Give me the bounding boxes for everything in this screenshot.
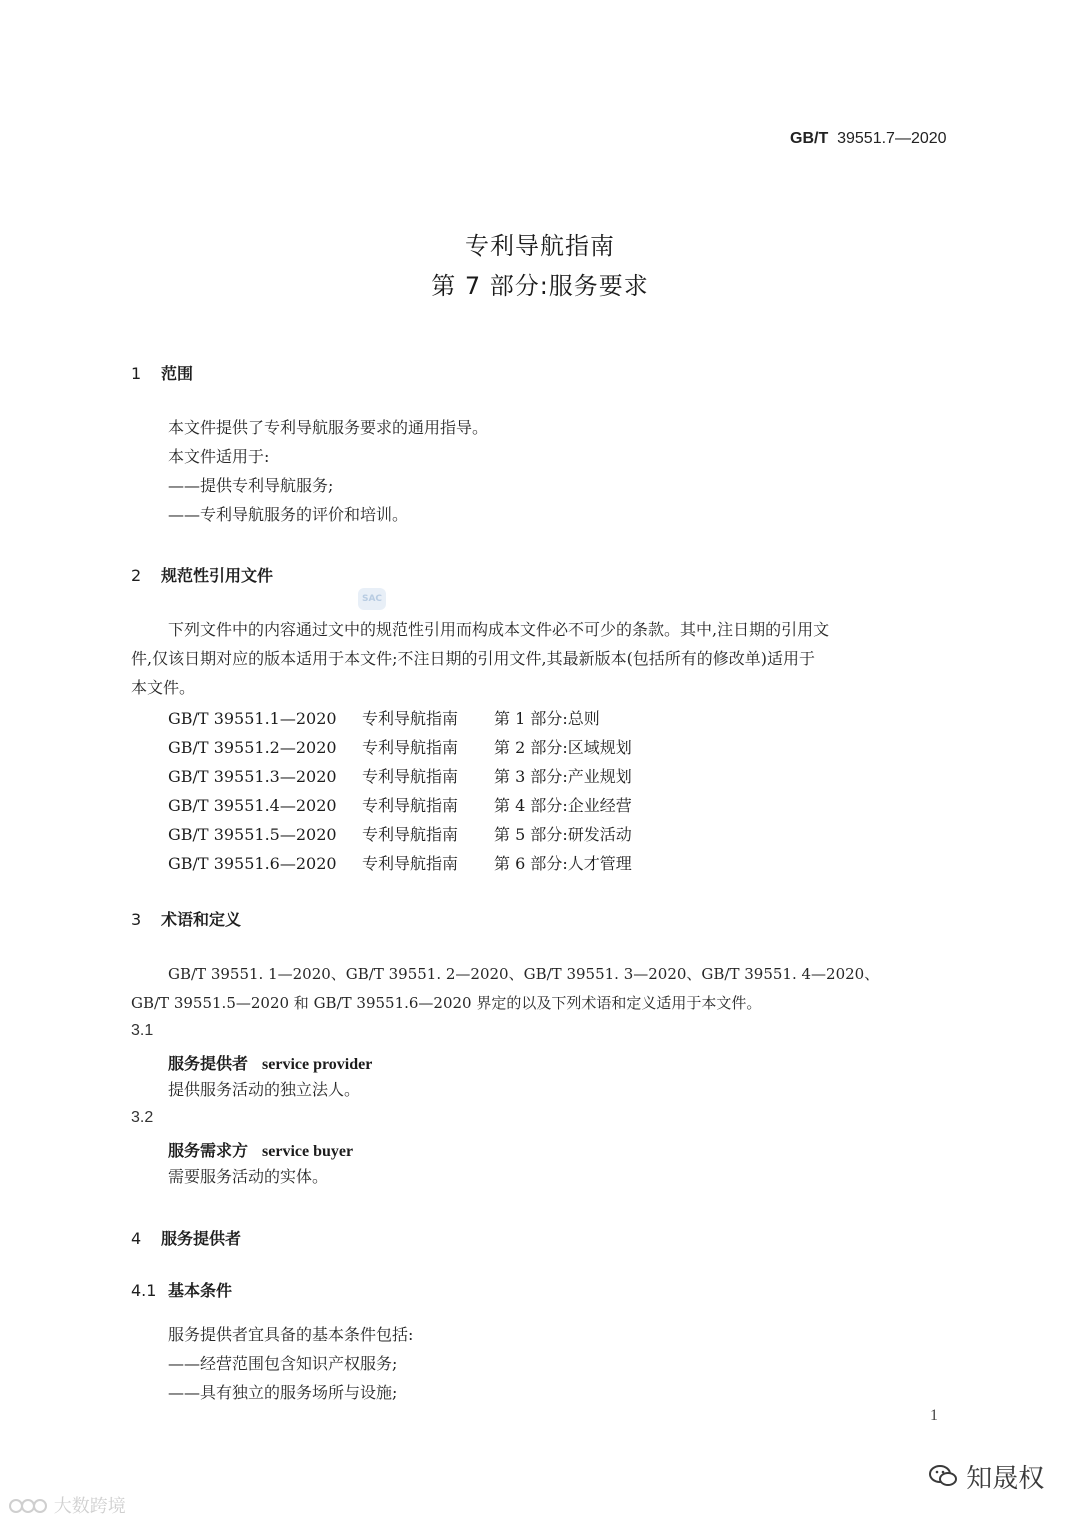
page-number: 1: [930, 1407, 938, 1424]
subsection-4-1-heading: [131, 1278, 232, 1301]
list-item: ——具有独立的服务场所与设施;: [168, 1383, 398, 1402]
paragraph-line: 下列文件中的内容通过文中的规范性引用而构成本文件必不可少的条款。其中,注日期的引用文: [168, 620, 830, 639]
section-number: 2: [131, 566, 142, 585]
paragraph-line: 件,仅该日期对应的版本适用于本文件;不注日期的引用文件,其最新版本(包括所有的修改单)适用于: [131, 649, 816, 668]
section-title: 术语和定义: [161, 910, 242, 929]
standard-prefix: GB/T: [790, 130, 829, 147]
document-title-line1: 专利导航指南: [465, 232, 615, 260]
term-number: 3.2: [131, 1109, 154, 1126]
term-heading: [168, 1051, 372, 1074]
term-definition: 需要服务活动的实体。: [168, 1167, 329, 1186]
standard-code: 39551.7—2020: [837, 130, 947, 147]
section-3-heading: [131, 907, 241, 930]
reference-code: GB/T 39551.2—2020: [168, 738, 337, 757]
paragraph-line: 本文件。: [131, 678, 196, 697]
term-en: service buyer: [262, 1143, 354, 1160]
term-heading: [168, 1138, 353, 1161]
reference-name: 专利导航指南: [362, 738, 459, 757]
section-1-heading: [131, 361, 193, 384]
term-zh: 服务需求方: [168, 1141, 249, 1160]
section-title: 服务提供者: [161, 1229, 242, 1248]
section-number: 1: [131, 364, 142, 383]
reference-part: 第 6 部分:人才管理: [494, 854, 632, 873]
term-number: 3.1: [131, 1022, 154, 1039]
reference-row: [168, 706, 632, 735]
section-title: 规范性引用文件: [161, 566, 274, 585]
normative-references-list: [168, 706, 632, 880]
reference-row: [168, 793, 632, 822]
reference-code: GB/T 39551.3—2020: [168, 767, 337, 786]
reference-row: [168, 764, 632, 793]
reference-part: 第 1 部分:总则: [494, 709, 600, 728]
document-title-line2: 第 7 部分:服务要求: [431, 272, 649, 300]
reference-name: 专利导航指南: [362, 854, 459, 873]
paragraph: 本文件适用于:: [168, 447, 270, 466]
sac-watermark: SAC: [358, 588, 386, 610]
list-item: ——专利导航服务的评价和培训。: [168, 505, 409, 524]
reference-code: GB/T 39551.6—2020: [168, 854, 337, 873]
section-title: 范围: [161, 364, 194, 383]
watermark-text: 知晟权: [966, 1464, 1045, 1494]
paragraph-line: GB/T 39551.5—2020 和 GB/T 39551.6—2020 界定的以及下列术语和定义适用于本文件。: [131, 994, 762, 1012]
standard-number: [790, 130, 947, 148]
section-4-heading: [131, 1226, 241, 1249]
subsection-title: 基本条件: [168, 1281, 233, 1300]
reference-row: [168, 735, 632, 764]
reference-name: 专利导航指南: [362, 796, 459, 815]
list-item: ——经营范围包含知识产权服务;: [168, 1354, 398, 1373]
section-number: 4: [131, 1229, 142, 1248]
section-2-heading: [131, 563, 273, 586]
reference-name: 专利导航指南: [362, 767, 459, 786]
reference-part: 第 5 部分:研发活动: [494, 825, 632, 844]
weibo-icon: [8, 1494, 48, 1521]
term-zh: 服务提供者: [168, 1054, 249, 1073]
wechat-icon: [928, 1463, 958, 1496]
reference-row: [168, 851, 632, 880]
reference-name: 专利导航指南: [362, 825, 459, 844]
watermark-text: 大数跨境: [53, 1496, 126, 1517]
paragraph-line: GB/T 39551. 1—2020、GB/T 39551. 2—2020、GB/T 39551. 3—2020、GB/T 39551. 4—2020、: [168, 965, 880, 983]
reference-row: [168, 822, 632, 851]
right-watermark: [928, 1458, 1044, 1496]
reference-part: 第 4 部分:企业经营: [494, 796, 632, 815]
left-watermark: [8, 1492, 126, 1521]
reference-name: 专利导航指南: [362, 709, 459, 728]
reference-code: GB/T 39551.5—2020: [168, 825, 337, 844]
term-definition: 提供服务活动的独立法人。: [168, 1080, 361, 1099]
reference-part: 第 3 部分:产业规划: [494, 767, 632, 786]
list-item: ——提供专利导航服务;: [168, 476, 334, 495]
reference-part: 第 2 部分:区域规划: [494, 738, 632, 757]
reference-code: GB/T 39551.4—2020: [168, 796, 337, 815]
reference-code: GB/T 39551.1—2020: [168, 709, 337, 728]
term-en: service provider: [262, 1056, 373, 1073]
subsection-number: 4.1: [131, 1281, 157, 1300]
section-number: 3: [131, 910, 142, 929]
paragraph: 本文件提供了专利导航服务要求的通用指导。: [168, 418, 489, 437]
paragraph: 服务提供者宜具备的基本条件包括:: [168, 1325, 414, 1344]
